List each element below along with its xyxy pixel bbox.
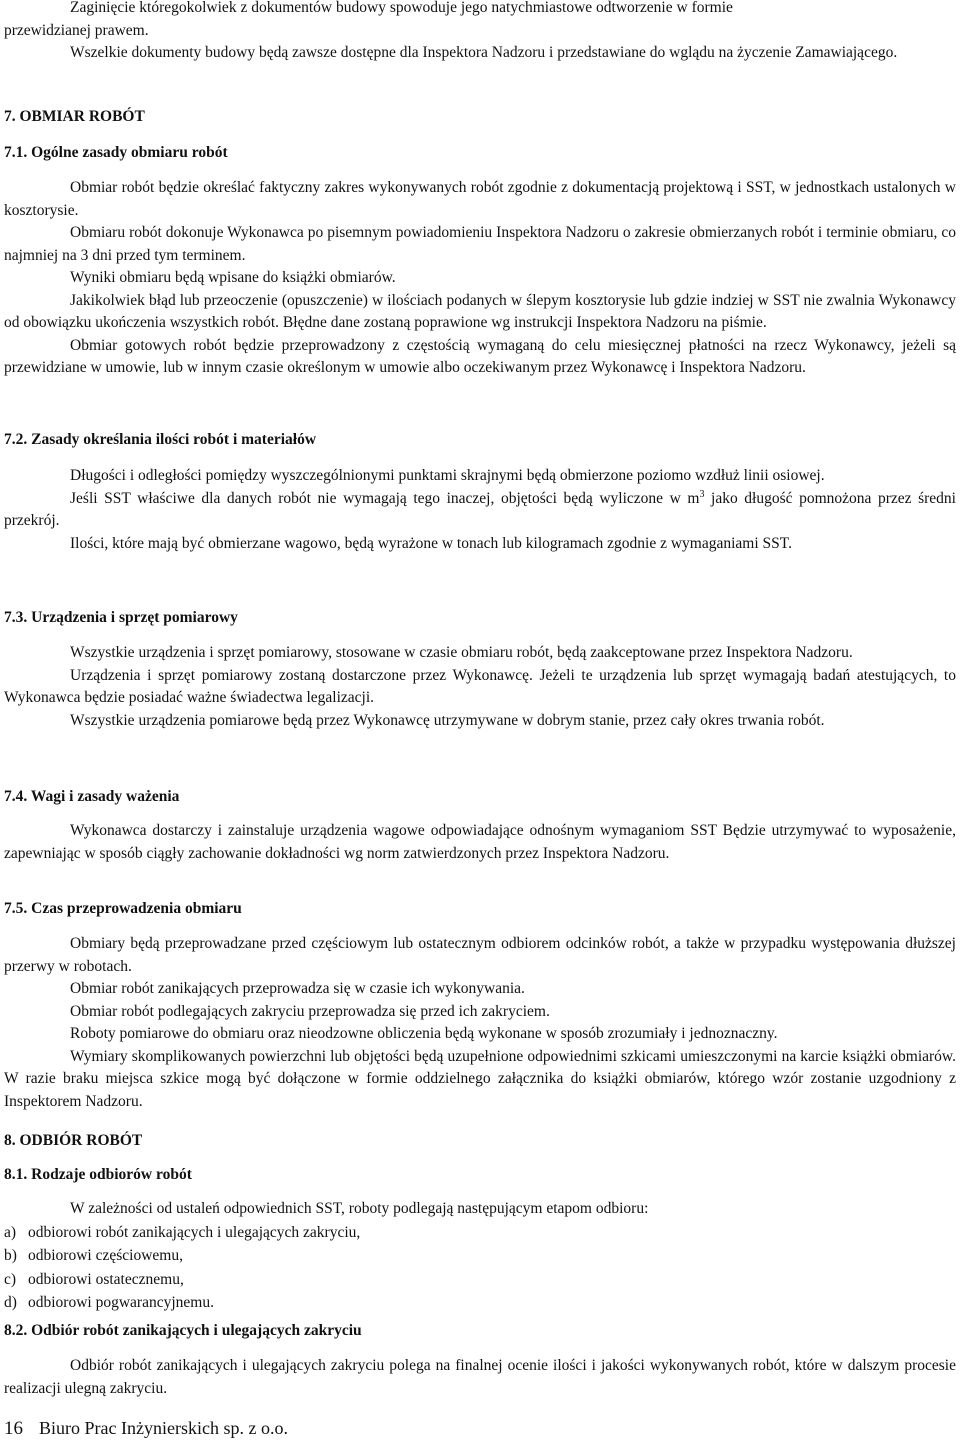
section-heading-7-5: 7.5. Czas przeprowadzenia obmiaru xyxy=(4,900,242,917)
intro-block xyxy=(4,0,956,65)
company-name: Biuro Prac Inżynierskich sp. z o.o. xyxy=(39,1418,288,1438)
paragraph-documents-available: Wszelkie dokumenty budowy będą zawsze dostępne dla Inspektora Nadzoru i przedstawiane do wglądu na życzenie Zamawiającego. xyxy=(70,44,898,61)
paragraph-7-2-3: Ilości, które mają być obmierzane wagowo, będą wyrażone w tonach lub kilogramach zgodnie z wymaganiami SST. xyxy=(70,534,792,552)
paragraph-7-1-2: Obmiaru robót dokonuje Wykonawca po pisemnym powiadomieniu Inspektora Nadzoru o zakresie obmierzanych robót i terminie obmiaru, co najmniej na 3 dni przed tym terminem. xyxy=(4,224,956,264)
section-heading-7: 7. OBMIAR ROBÓT xyxy=(4,108,145,125)
list-item: d) odbiorowi pogwarancyjnemu. xyxy=(4,1293,214,1311)
section-7-3-body xyxy=(4,642,956,732)
section-7-4-body xyxy=(4,820,956,865)
paragraph-7-2-2: Jeśli SST właściwe dla danych robót nie wymagają tego inaczej, objętości będą wyliczone w $m^3$ jako długość pomnożona przez średni przekrój. xyxy=(4,488,956,529)
section-heading-7-2: 7.2. Zasady określania ilości robót i materiałów xyxy=(4,431,317,448)
section-7-5-body xyxy=(4,933,956,1113)
paragraph-7-5-4: Roboty pomiarowe do obmiaru oraz nieodzowne obliczenia będą wykonane w sposób zrozumiały i jednoznaczny. xyxy=(70,1025,778,1042)
paragraph-7-1-5: Obmiar gotowych robót będzie przeprowadzony z częstością wymaganą do celu miesięcznej płatności na rzecz Wykonawcy, jeżeli są przewidziane w umowie, lub w innym czasie określonym w umowie albo oczekiwanym przez Wykonawcę i Inspektora Nadzoru. xyxy=(4,336,956,376)
list-item: c) odbiorowi ostatecznemu, xyxy=(4,1270,184,1288)
paragraph-7-5-3: Obmiar robót podlegających zakryciu przeprowadza się przed ich zakryciem. xyxy=(70,1002,550,1020)
paragraph-7-3-1: Wszystkie urządzenia i sprzęt pomiarowy, stosowane w czasie obmiaru robót, będą zaakceptowane przez Inspektora Nadzoru. xyxy=(70,644,853,661)
section-8-1-intro xyxy=(4,1198,956,1221)
paragraph-7-2-1: Długości i odległości pomiędzy wyszczególnionymi punktami skrajnymi będą obmierzone poziomo wzdłuż linii osiowej. xyxy=(70,467,825,484)
page-number: 16 xyxy=(4,1418,23,1439)
section-heading-7-3: 7.3. Urządzenia i sprzęt pomiarowy xyxy=(4,609,238,626)
section-8-2-body xyxy=(4,1355,956,1400)
paragraph-7-5-1: Obmiary będą przeprowadzane przed częściowym lub ostatecznym odbiorem odcinków robót, a także w przypadku występowania dłuższej przerwy w robotach. xyxy=(4,935,956,975)
paragraph-7-1-1: Obmiar robót będzie określać faktyczny zakres wykonywanych robót zgodnie z dokumentacją projektową i SST, w jednostkach ustalonych w kosztorysie. xyxy=(4,179,956,219)
list-item: b) odbiorowi częściowemu, xyxy=(4,1247,183,1265)
section-heading-8: 8. ODBIÓR ROBÓT xyxy=(4,1132,143,1149)
paragraph-7-1-3: Wyniki obmiaru będą wpisane do książki obmiarów. xyxy=(70,269,396,286)
list-item: a) odbiorowi robót zanikających i ulegających zakryciu, xyxy=(4,1224,361,1241)
paragraph-lost-documents: Zaginięcie któregokolwiek z dokumentów budowy spowoduje jego natychmiastowe odtworzenie w formie przewidzianej prawem. xyxy=(4,0,733,39)
section-heading-7-4: 7.4. Wagi i zasady ważenia xyxy=(4,788,180,805)
section-heading-7-1: 7.1. Ogólne zasady obmiaru robót xyxy=(4,144,228,161)
paragraph-7-3-3: Wszystkie urządzenia pomiarowe będą przez Wykonawcę utrzymywane w dobrym stanie, przez cały okres trwania robót. xyxy=(70,711,825,729)
section-7-1-body xyxy=(4,177,956,380)
page-footer xyxy=(4,1418,288,1440)
paragraph-7-3-2: Urządzenia i sprzęt pomiarowy zostaną dostarczone przez Wykonawcę. Jeżeli te urządzenia lub sprzęt wymagają badań atestujących, to Wykonawca będzie posiadać ważne świadectwa legalizacji. xyxy=(4,666,956,706)
paragraph-8-2-1: Odbiór robót zanikających i ulegających zakryciu polega na finalnej ocenie ilości i jakości wykonywanych robót, które w dalszym procesie realizacji ulegną zakryciu. xyxy=(4,1357,956,1397)
acceptance-types-list xyxy=(4,1221,944,1314)
paragraph-7-5-2: Obmiar robót zanikających przeprowadza się w czasie ich wykonywania. xyxy=(70,980,525,997)
section-7-2-body xyxy=(4,465,956,555)
section-heading-8-2: 8.2. Odbiór robót zanikających i ulegających zakryciu xyxy=(4,1322,362,1339)
paragraph-8-1-intro: W zależności od ustaleń odpowiednich SST, roboty podlegają następującym etapom odbioru: xyxy=(70,1200,649,1217)
section-heading-8-1: 8.1. Rodzaje odbiorów robót xyxy=(4,1166,192,1183)
paragraph-7-4-1: Wykonawca dostarczy i zainstaluje urządzenia wagowe odpowiadające odnośnym wymaganiom SST Będzie utrzymywać to wyposażenie, zapewniając w sposób ciągły zachowanie dokładności wg norm zatwierdzonych przez Inspektora Nadzoru. xyxy=(4,822,956,862)
paragraph-7-1-4: Jakikolwiek błąd lub przeoczenie (opuszczenie) w ilościach podanych w ślepym kosztorysie lub gdzie indziej w SST nie zwalnia Wykonawcy od obowiązku ukończenia wszystkich robót. Błędne dane zostaną poprawione wg instrukcji Inspektora Nadzoru na piśmie. xyxy=(4,291,956,331)
paragraph-7-5-5: Wymiary skomplikowanych powierzchni lub objętości będą uzupełnione odpowiednimi szkicami umieszczonymi na karcie książki obmiarów. W razie braku miejsca szkice mogą być dołączone w formie oddzielnego załącznika do książki obmiarów, którego wzór zostanie uzgodniony z Inspektorem Nadzoru. xyxy=(4,1047,956,1110)
